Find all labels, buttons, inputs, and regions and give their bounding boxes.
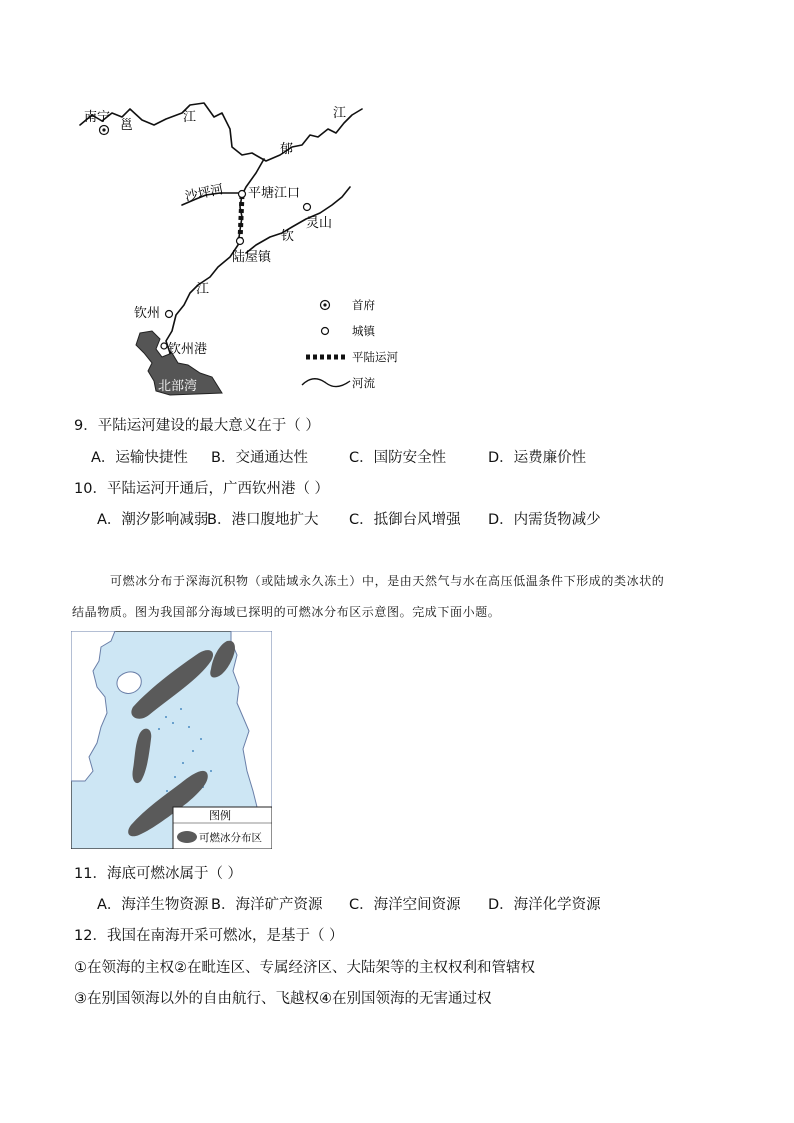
intro-line-1: 可燃冰分布于深海沉积物（或陆域永久冻土）中，是由天然气与水在高压低温条件下形成的类冰状的 xyxy=(110,574,665,588)
q11-option-c[interactable]: C．海洋空间资源 xyxy=(349,897,461,913)
label-jiang-right: 江 xyxy=(333,106,347,121)
pingtangjiangkou-marker xyxy=(239,191,246,198)
question-10-stem: 10．平陆运河开通后，广西钦州港（ ） xyxy=(74,481,330,497)
q9-option-c[interactable]: C．国防安全性 xyxy=(349,450,447,466)
lingshan-marker xyxy=(304,204,311,211)
deposit-legend-icon xyxy=(177,831,197,843)
legend-canal: 平陆运河 xyxy=(352,350,398,364)
legend-river: 河流 xyxy=(352,376,375,390)
legend-town: 城镇 xyxy=(352,324,375,338)
q12-statement-line-2: ③在别国领海以外的自由航行、飞越权④在别国领海的无害通过权 xyxy=(74,991,492,1007)
label-luwuzhen: 陆屋镇 xyxy=(232,250,272,265)
question-11-stem: 11．海底可燃冰属于（ ） xyxy=(74,866,243,882)
combustible-ice-map xyxy=(71,631,272,849)
label-pingtangjiangkou: 平塘江口 xyxy=(248,186,301,201)
label-yong: 邕 xyxy=(120,118,134,133)
qinzhou-marker xyxy=(166,311,173,318)
q11-option-a[interactable]: A．海洋生物资源 xyxy=(97,897,209,913)
map1-legend xyxy=(302,298,398,390)
q9-option-b[interactable]: B．交通通达性 xyxy=(211,450,308,466)
map2-legend-title: 图例 xyxy=(209,809,231,822)
river-legend-icon xyxy=(302,379,350,387)
label-jiang-lower: 江 xyxy=(196,282,210,297)
town-legend-icon xyxy=(322,328,329,335)
label-qinzhougang: 钦州港 xyxy=(168,342,208,357)
q10-option-c[interactable]: C．抵御台风增强 xyxy=(349,512,461,528)
qinzhougang-marker xyxy=(161,343,167,349)
q10-option-d[interactable]: D．内需货物减少 xyxy=(488,512,601,528)
label-lingshan: 灵山 xyxy=(306,216,333,231)
map2-hainan xyxy=(117,672,141,693)
intro-line-2: 结晶物质。图为我国部分海域已探明的可燃冰分布区示意图。完成下面小题。 xyxy=(72,605,501,619)
label-qin: 钦 xyxy=(281,229,295,244)
q12-statement-line-1: ①在领海的主权②在毗连区、专属经济区、大陆架等的主权权利和管辖权 xyxy=(74,960,535,976)
label-shapinghe: 沙坪河 xyxy=(183,182,225,205)
question-12-stem: 12．我国在南海开采可燃冰，是基于（ ） xyxy=(74,928,344,944)
question-9-stem: 9．平陆运河建设的最大意义在于（ ） xyxy=(74,418,320,434)
legend-capital: 首府 xyxy=(352,298,375,312)
luwuzhen-marker xyxy=(237,238,244,245)
q11-option-b[interactable]: B．海洋矿产资源 xyxy=(211,897,323,913)
map2-legend-item: 可燃冰分布区 xyxy=(199,832,262,844)
q9-option-d[interactable]: D．运费廉价性 xyxy=(488,450,587,466)
label-yu: 郁 xyxy=(280,142,294,157)
label-nanning: 南宁 xyxy=(84,110,111,125)
pinglu-canal-map xyxy=(70,95,415,400)
label-jiang-top: 江 xyxy=(183,110,197,125)
q11-option-d[interactable]: D．海洋化学资源 xyxy=(488,897,601,913)
q10-option-a[interactable]: A．潮汐影响减弱 xyxy=(97,512,209,528)
label-beibuwan: 北部湾 xyxy=(158,379,198,394)
label-qinzhou: 钦州 xyxy=(134,306,161,321)
q9-option-a[interactable]: A．运输快捷性 xyxy=(91,450,188,466)
q10-option-b[interactable]: B．港口腹地扩大 xyxy=(207,512,319,528)
